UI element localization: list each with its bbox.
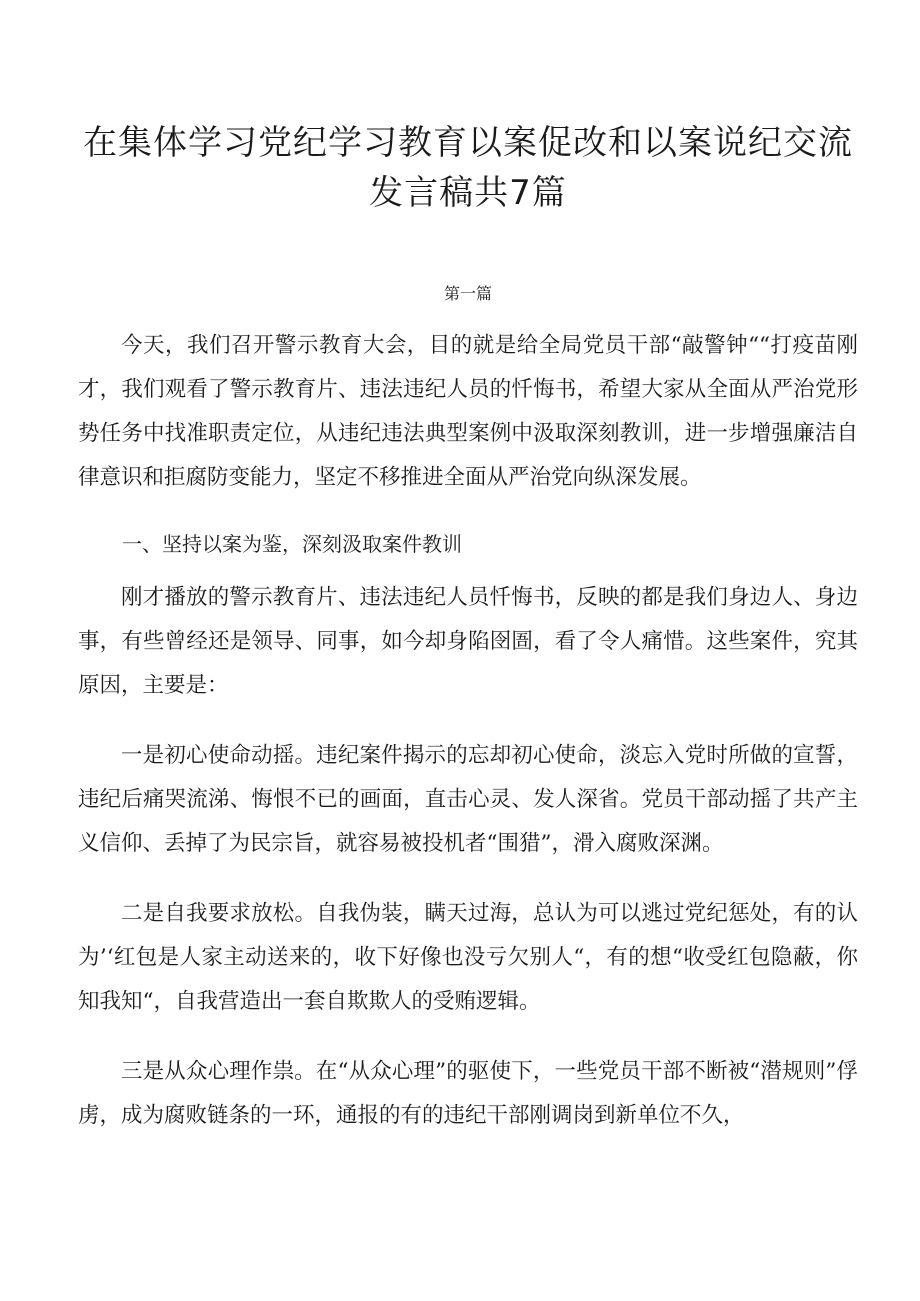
title-line-1: 在集体学习党纪学习教育以案促改和以案说纪交流 — [83, 123, 853, 163]
title-line-2: 发言稿共7篇 — [369, 173, 567, 213]
point-1-body: 违纪案件揭示的忘却初心使命，淡忘入党时所做的宣誓，违纪后痛哭流涕、悔恨不已的画面，直击心灵、发人深省。党员干部动摇了共产主义信仰、丢掉了为民宗旨，就容易被投机者“围猎”，滑入腐败深渊。 — [78, 743, 858, 856]
point-2-lead: 二是自我要求放松。 — [121, 901, 317, 926]
point-1-lead: 一是初心使命动摇。 — [121, 743, 317, 768]
point-3-lead: 三是从众心理作祟。 — [121, 1059, 316, 1084]
point-3-body: 在“从众心理”的驱使下，一些党员干部不断被“潜规则”俘虏，成为腐败链条的一环，通报的有的违纪干部刚调岗到新单位不久， — [78, 1059, 858, 1128]
section-heading-1: 一、坚持以案为鉴，深刻汲取案件教训 — [122, 532, 462, 556]
intro-paragraph: 今天，我们召开警示教育大会，目的就是给全局党员干部“敲警钟““打疫苗刚才，我们观看了警示教育片、违法违纪人员的忏悔书，希望大家从全面从严治党形势任务中找准职责定位，从违纪违法典型案例中汲取深刻教训，进一步增强廉洁自律意识和拒腐防变能力，坚定不移推进全面从严治党向纵深发展。 — [78, 333, 858, 490]
section-label: 第一篇 — [443, 284, 492, 303]
paragraph-2: 刚才播放的警示教育片、违法违纪人员忏悔书，反映的都是我们身边人、身边事，有些曾经还是领导、同事，如今却身陷囹圄，看了令人痛惜。这些案件，究其原因，主要是： — [78, 585, 858, 698]
point-2-body: 自我伪装，瞒天过海，总认为可以逃过党纪惩处，有的认为’‘红包是人家主动送来的，收下好像也没亏欠别人“，有的想“收受红包隐蔽，你知我知“，自我营造出一套自欺欺人的受贿逻辑。 — [78, 901, 858, 1014]
point-2-paragraph — [78, 892, 858, 1024]
point-3-paragraph — [78, 1050, 858, 1138]
point-1-paragraph — [78, 734, 858, 866]
document-title — [78, 118, 858, 218]
